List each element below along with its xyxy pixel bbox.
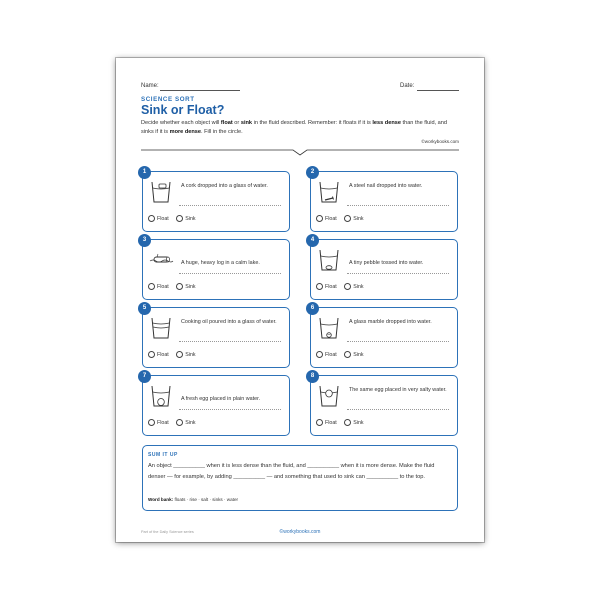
question-text: A steel nail dropped into water. bbox=[349, 183, 423, 189]
glass-with-nail-icon bbox=[316, 178, 342, 204]
sink-radio[interactable] bbox=[176, 351, 183, 358]
sink-radio[interactable] bbox=[344, 283, 351, 290]
question-card-4 bbox=[310, 239, 458, 300]
float-radio[interactable] bbox=[148, 283, 155, 290]
sink-radio[interactable] bbox=[176, 419, 183, 426]
float-radio[interactable] bbox=[316, 351, 323, 358]
answer-line bbox=[179, 205, 281, 206]
float-option[interactable]: Float bbox=[148, 351, 169, 358]
question-card-1 bbox=[142, 171, 290, 232]
question-text: A fresh egg placed in plain water. bbox=[181, 396, 261, 402]
question-text: Cooking oil poured into a glass of water. bbox=[181, 319, 277, 325]
question-text: A tiny pebble tossed into water. bbox=[349, 260, 424, 266]
question-card-5 bbox=[142, 307, 290, 368]
question-card-2 bbox=[310, 171, 458, 232]
question-number: 2 bbox=[306, 166, 319, 179]
credit: ©workybooks.com bbox=[421, 139, 459, 144]
date-label: Date: bbox=[400, 83, 415, 89]
float-radio[interactable] bbox=[148, 351, 155, 358]
answer-options bbox=[148, 351, 202, 360]
sum-it-up-text[interactable]: An object __________ when it is less dense than the fluid, and __________ when it is more dense. Make the fluid denser — for example, by adding __________ — and something that used to sink can __________ to the top. bbox=[148, 463, 435, 480]
float-option[interactable]: Float bbox=[148, 215, 169, 222]
answer-options bbox=[316, 351, 370, 360]
glass-with-floating-egg-icon bbox=[316, 382, 342, 408]
sink-option[interactable]: Sink bbox=[176, 351, 195, 358]
word-bank bbox=[148, 497, 238, 502]
page-title: Sink or Float? bbox=[141, 103, 225, 117]
question-number: 5 bbox=[138, 302, 151, 315]
question-text: A glass marble dropped into water. bbox=[349, 319, 432, 325]
instructions: Decide whether each object will float or sink in the fluid described. Remember: it floats if it is less dense than the fluid, and sinks if it is more dense. Fill in the circle. bbox=[141, 120, 447, 135]
sink-radio[interactable] bbox=[344, 419, 351, 426]
worksheet-page bbox=[116, 58, 484, 542]
glass-with-cork-icon bbox=[148, 178, 174, 204]
sink-option[interactable]: Sink bbox=[344, 351, 363, 358]
sink-radio[interactable] bbox=[176, 215, 183, 222]
answer-line bbox=[347, 205, 449, 206]
question-number: 3 bbox=[138, 234, 151, 247]
word-bank-label: Word bank: bbox=[148, 497, 174, 502]
float-option[interactable]: Float bbox=[316, 283, 337, 290]
float-option[interactable]: Float bbox=[316, 215, 337, 222]
question-number: 8 bbox=[306, 370, 319, 383]
question-card-7 bbox=[142, 375, 290, 436]
date-line[interactable] bbox=[417, 90, 459, 91]
answer-options bbox=[316, 419, 370, 428]
question-card-3 bbox=[142, 239, 290, 300]
question-card-6 bbox=[310, 307, 458, 368]
sink-option[interactable]: Sink bbox=[176, 419, 195, 426]
answer-options bbox=[148, 283, 202, 292]
glass-with-egg-icon bbox=[148, 382, 174, 408]
float-option[interactable]: Float bbox=[316, 419, 337, 426]
log-on-water-icon bbox=[148, 246, 174, 272]
float-radio[interactable] bbox=[148, 215, 155, 222]
question-text: A huge, heavy log in a calm lake. bbox=[181, 260, 260, 266]
question-card-8 bbox=[310, 375, 458, 436]
answer-options bbox=[148, 215, 202, 224]
name-date-row bbox=[141, 83, 459, 93]
float-option[interactable]: Float bbox=[316, 351, 337, 358]
footer-site: ©workybooks.com bbox=[279, 529, 321, 535]
float-radio[interactable] bbox=[148, 419, 155, 426]
sum-it-up-box bbox=[142, 445, 458, 511]
sink-radio[interactable] bbox=[344, 351, 351, 358]
answer-options bbox=[316, 215, 370, 224]
float-radio[interactable] bbox=[316, 419, 323, 426]
name-label: Name: bbox=[141, 83, 159, 89]
word-bank-words: floats · rise · salt · sinks · water bbox=[174, 497, 239, 502]
sink-option[interactable]: Sink bbox=[176, 283, 195, 290]
glass-with-pebble-icon bbox=[316, 246, 342, 272]
sink-option[interactable]: Sink bbox=[344, 419, 363, 426]
float-radio[interactable] bbox=[316, 283, 323, 290]
answer-line bbox=[347, 273, 449, 274]
divider bbox=[141, 146, 459, 156]
question-number: 6 bbox=[306, 302, 319, 315]
sink-option[interactable]: Sink bbox=[344, 215, 363, 222]
sink-radio[interactable] bbox=[176, 283, 183, 290]
sink-option[interactable]: Sink bbox=[344, 283, 363, 290]
answer-options bbox=[148, 419, 202, 428]
kicker: SCIENCE SORT bbox=[141, 96, 195, 103]
sink-radio[interactable] bbox=[344, 215, 351, 222]
float-option[interactable]: Float bbox=[148, 283, 169, 290]
glass-with-oil-icon bbox=[148, 314, 174, 340]
sum-it-up-title: SUM IT UP bbox=[148, 452, 178, 458]
question-text: The same egg placed in very salty water. bbox=[349, 387, 447, 393]
sink-option[interactable]: Sink bbox=[176, 215, 195, 222]
glass-with-marble-icon bbox=[316, 314, 342, 340]
question-text: A cork dropped into a glass of water. bbox=[181, 183, 268, 189]
footer-series: Part of the Daily Science series bbox=[141, 530, 194, 534]
float-option[interactable]: Float bbox=[148, 419, 169, 426]
name-line[interactable] bbox=[160, 90, 240, 91]
answer-line bbox=[347, 341, 449, 342]
answer-line bbox=[179, 341, 281, 342]
answer-line bbox=[347, 409, 449, 410]
answer-line bbox=[179, 409, 281, 410]
question-number: 7 bbox=[138, 370, 151, 383]
float-radio[interactable] bbox=[316, 215, 323, 222]
answer-line bbox=[179, 273, 281, 274]
question-number: 4 bbox=[306, 234, 319, 247]
question-number: 1 bbox=[138, 166, 151, 179]
answer-options bbox=[316, 283, 370, 292]
